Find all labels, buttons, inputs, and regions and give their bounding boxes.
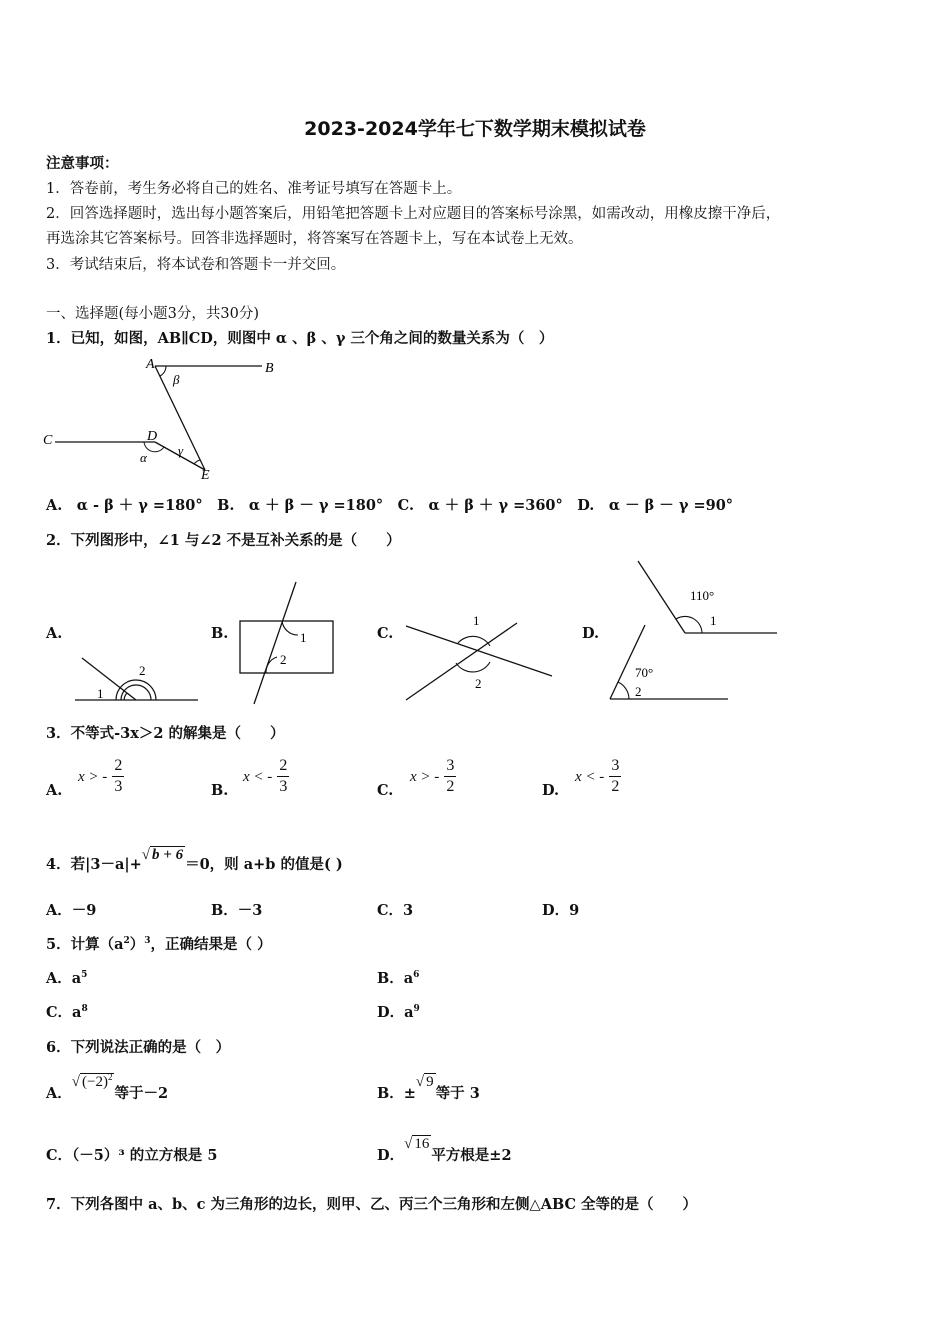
q6-option-b: B．±√ 9等于 3	[377, 1074, 480, 1102]
q2-label-b: B.	[211, 625, 229, 642]
notice-item-2a: 2．回答选择题时，选出每小题答案后，用铅笔把答题卡上对应题目的答案标号涂黑，如需改动，用橡皮擦干净后，	[46, 206, 781, 222]
svg-text:2: 2	[139, 663, 146, 678]
label-gamma: γ	[178, 443, 184, 458]
svg-text:1: 1	[97, 686, 104, 701]
label-c: C	[43, 433, 53, 448]
notice-item-2b: 再选涂其它答案标号。回答非选择题时，将答案写在答题卡上，写在本试卷上无效。	[46, 231, 583, 247]
q2-figure-d	[605, 555, 785, 705]
q5-option-d: D．$a^9$	[377, 1004, 420, 1021]
q3-option-a-expr: x > - $\frac{2}{3}$	[78, 757, 123, 795]
q7-stem: 7．下列各图中 a、b、c 为三角形的边长，则甲、乙、丙三个三角形和左侧△ABC 全等的是（ ）	[46, 1196, 698, 1213]
q2-label-d: D.	[582, 625, 600, 642]
q2-label-c: C.	[377, 625, 394, 642]
svg-text:1: 1	[710, 613, 717, 628]
label-e: E	[201, 468, 210, 483]
svg-text:2: 2	[475, 676, 482, 691]
q6-stem: 6．下列说法正确的是（ ）	[46, 1039, 231, 1056]
q3-label-d: D.	[542, 782, 560, 799]
q4-option-d: D．9	[542, 902, 580, 919]
q4-stem: 4．若|3－a|+√ b + 6＝0，则 a+b 的值是( )	[46, 847, 343, 873]
q1-options: A. α - β ＋ γ =180° B. α ＋ β － γ =180° C. α ＋ β ＋ γ =360° D. α － β － γ =90°	[46, 497, 734, 514]
svg-text:1: 1	[473, 613, 480, 628]
beta-arc	[160, 366, 166, 376]
q1-stem: 1．已知，如图，AB∥CD，则图中 α 、β 、γ 三个角之间的数量关系为（ ）	[46, 330, 554, 347]
label-b: B	[265, 361, 274, 376]
q1-figure	[40, 352, 300, 487]
q2-figure-c	[402, 608, 557, 703]
q3-label-c: C.	[377, 782, 394, 799]
q3-option-b-expr: x < - $\frac{2}{3}$	[243, 757, 288, 795]
label-beta: β	[173, 372, 180, 387]
q6-option-a: A．√ $(-2)^2$等于－2	[46, 1072, 169, 1102]
q4-option-b: B．－3	[211, 902, 263, 919]
svg-text:1: 1	[300, 630, 307, 645]
svg-text:70°: 70°	[635, 665, 654, 680]
q3-stem: 3．不等式-3x＞2 的解集是（ ）	[46, 725, 285, 742]
svg-text:110°: 110°	[690, 588, 715, 603]
notice-item-3: 3．考试结束后，将本试卷和答题卡一并交回。	[46, 257, 346, 273]
q6-option-c: C．（－5）³ 的立方根是 5	[46, 1147, 218, 1164]
notice-heading: 注意事项：	[46, 155, 119, 172]
page-title: 2023-2024学年七下数学期末模拟试卷	[304, 118, 646, 140]
q3-label-b: B.	[211, 782, 229, 799]
label-d: D	[147, 429, 158, 444]
q5-stem: 5．计算$(a^2)^3$，正确结果是（ ）	[46, 936, 272, 953]
q3-option-d-expr: x < - $\frac{3}{2}$	[575, 757, 620, 795]
label-alpha: α	[140, 450, 147, 465]
q2-figure-a	[70, 650, 205, 710]
label-a: A	[146, 357, 155, 372]
notice-item-1: 1．答卷前，考生务必将自己的姓名、准考证号填写在答题卡上。	[46, 181, 462, 197]
q4-option-c: C．3	[377, 902, 414, 919]
q6-option-d: D．√ 16平方根是±2	[377, 1136, 512, 1164]
q2-figure-b	[236, 578, 341, 708]
q2-stem: 2．下列图形中，∠1 与∠2 不是互补关系的是（ ）	[46, 532, 401, 549]
svg-text:2: 2	[280, 652, 287, 667]
q5-option-c: C．$a^8$	[46, 1004, 88, 1021]
gamma-arc	[194, 460, 200, 464]
q3-option-c-expr: x > - $\frac{3}{2}$	[410, 757, 455, 795]
q4-option-a: A．－9	[46, 902, 97, 919]
q3-label-a: A.	[46, 782, 63, 799]
svg-text:2: 2	[635, 684, 642, 699]
q2-label-a: A.	[46, 625, 63, 642]
section-heading: 一、选择题(每小题3分，共30分)	[46, 306, 259, 322]
q5-option-a: A．$a^5$	[46, 970, 88, 987]
q5-option-b: B．$a^6$	[377, 970, 420, 987]
